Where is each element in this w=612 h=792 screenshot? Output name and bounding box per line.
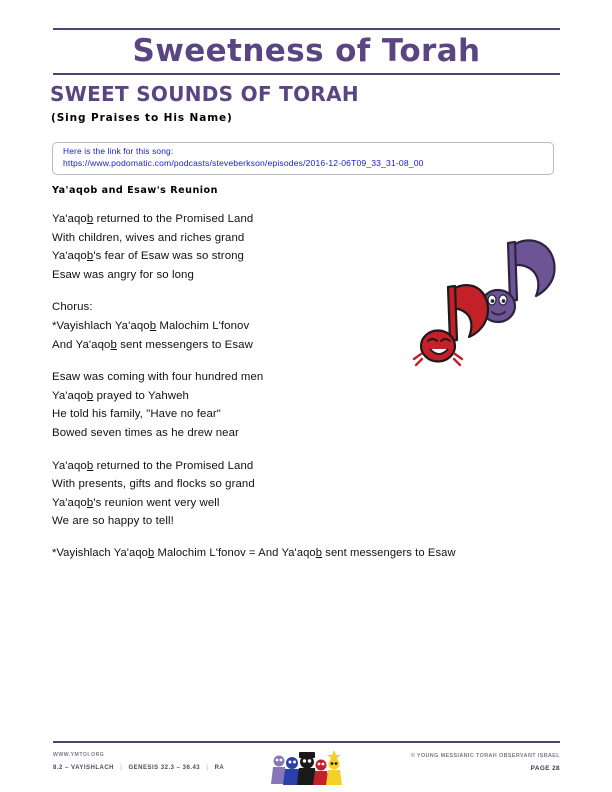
lyrics-line: Ya'aqob's reunion went very well: [52, 496, 220, 509]
red-music-note-icon: [414, 285, 488, 365]
song-link-box: [52, 142, 554, 175]
footer-reference: [53, 765, 224, 771]
footer-website[interactable]: WWW.YMTOI.ORG: [53, 752, 105, 758]
lyrics-line: We are so happy to tell!: [52, 515, 174, 528]
music-notes-illustration: [408, 228, 573, 373]
song-footnote: *Vayishlach Ya'aqob Malochim L'fonov = And Ya'aqob sent messengers to Esaw: [52, 547, 456, 559]
lyrics-container: [52, 210, 382, 545]
section-title: SWEET SOUNDS OF TORAH: [50, 82, 359, 106]
lyrics-line: Chorus:: [52, 301, 93, 314]
lyrics-stanza: [52, 210, 382, 284]
purple-music-note-icon: [481, 240, 555, 322]
lyrics-line: And Ya'aqob sent messengers to Esaw: [52, 338, 253, 351]
lyrics-line: With presents, gifts and flocks so grand: [52, 478, 255, 491]
logo-figure-yellow: [326, 750, 342, 785]
lyrics-line: He told his family, "Have no fear": [52, 408, 221, 421]
song-heading: Ya'aqob and Esaw's Reunion: [52, 185, 218, 196]
page-title: Sweetness of Torah: [132, 33, 481, 69]
lyrics-stanza: [52, 457, 382, 531]
lyrics-stanza: [52, 298, 382, 354]
lyrics-line: Ya'aqob's fear of Esaw was so strong: [52, 250, 244, 263]
link-label: Here is the link for this song:: [63, 146, 174, 156]
footer-scripture: GENESIS 32.3 – 36.43: [128, 765, 201, 771]
lyrics-line: With children, wives and riches grand: [52, 231, 245, 244]
footer-parsha: 8.2 – VAYISHLACH: [53, 765, 115, 771]
lyrics-line: Bowed seven times as he drew near: [52, 426, 239, 439]
footer-page-number: PAGE 28: [530, 765, 560, 772]
lyrics-line: Esaw was coming with four hundred men: [52, 371, 264, 384]
footer-separator-1: |: [120, 765, 123, 771]
footer-reference-extra: RA: [214, 765, 225, 771]
footer-rule: [53, 741, 560, 743]
lyrics-line: Ya'aqob returned to the Promised Land: [52, 459, 254, 472]
lyrics-line: Ya'aqob returned to the Promised Land: [52, 213, 254, 225]
lyrics-stanza: [52, 368, 382, 442]
song-link-url[interactable]: https://www.podomatic.com/podcasts/steveberkson/episodes/2016-12-06T09_33_31-08_00: [63, 158, 424, 168]
footer-copyright: © YOUNG MESSIANIC TORAH OBSERVANT ISRAEL: [410, 753, 560, 759]
ymtoi-logo: [268, 748, 346, 786]
lyrics-line: Ya'aqob prayed to Yahweh: [52, 389, 189, 402]
section-subtitle: (Sing Praises to His Name): [51, 112, 233, 124]
lyrics-line: *Vayishlach Ya'aqob Malochim L'fonov: [52, 319, 250, 332]
footer-separator-2: |: [206, 765, 209, 771]
lyrics-line: Esaw was angry for so long: [52, 268, 194, 281]
header-rule-bottom: [53, 73, 560, 75]
